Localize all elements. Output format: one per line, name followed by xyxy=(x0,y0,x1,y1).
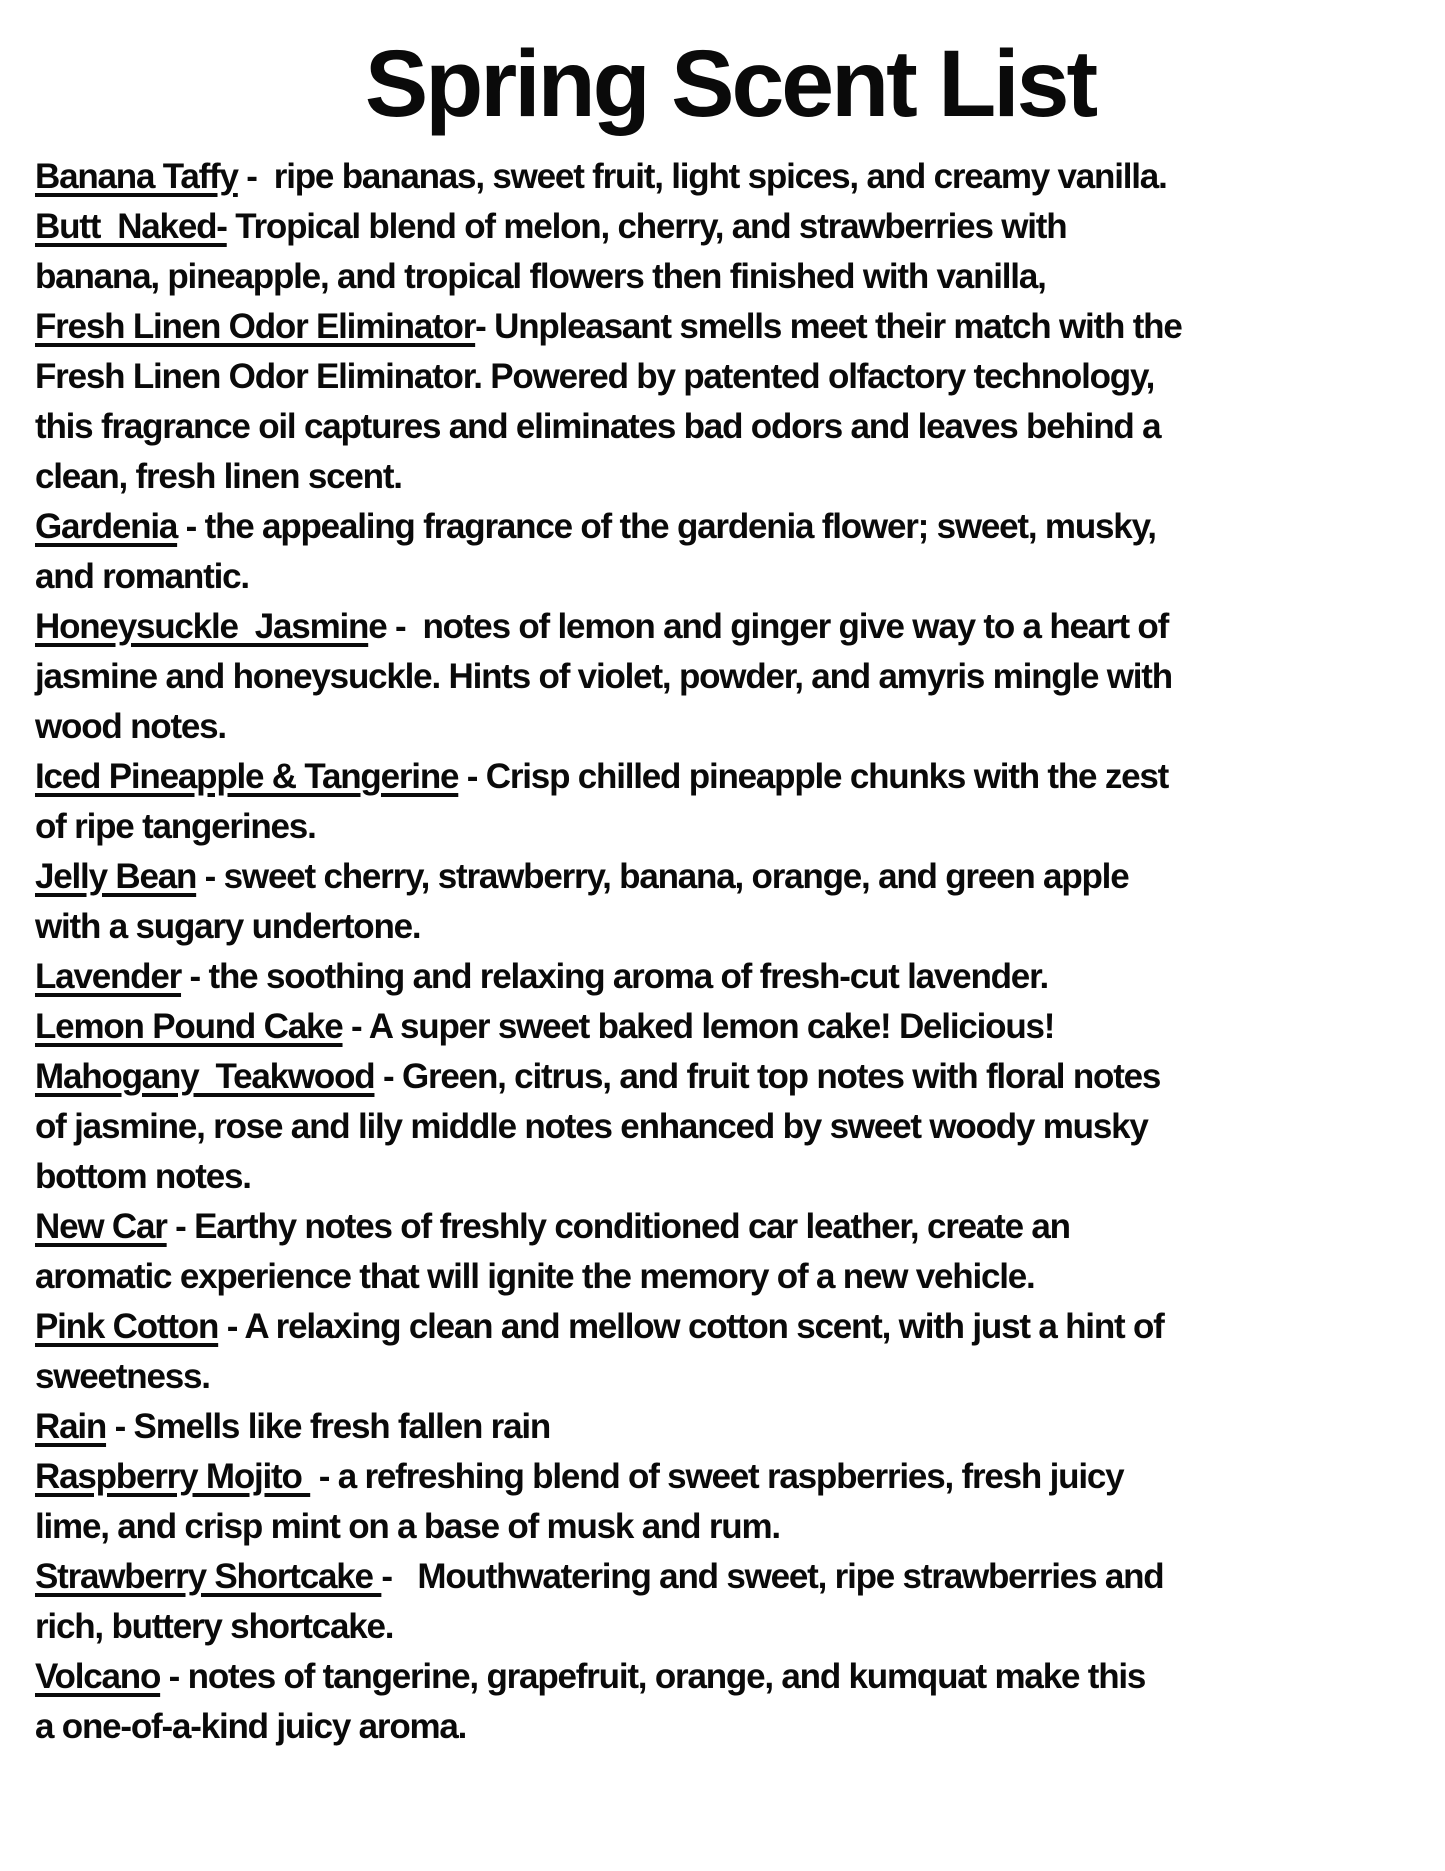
scent-line xyxy=(35,1202,1425,1252)
scent-description: with a sugary undertone. xyxy=(35,907,421,946)
scent-description: Tropical blend of melon, cherry, and strawberries with xyxy=(226,207,1067,246)
scent-name: Fresh Linen Odor Eliminator xyxy=(35,307,476,346)
scent-name: Lavender xyxy=(35,957,182,996)
scent-line xyxy=(35,152,1425,202)
scent-name: Jelly Bean xyxy=(35,857,197,896)
scent-name: Honeysuckle Jasmin xyxy=(35,607,369,646)
scent-description: - the appealing fragrance of the gardenia flower; sweet, musky, xyxy=(177,507,1156,546)
scent-description: - Green, citrus, and fruit top notes with floral notes xyxy=(374,1057,1161,1096)
scent-description: this fragrance oil captures and eliminates bad odors and leaves behind a xyxy=(35,407,1161,446)
scent-description: - A super sweet baked lemon cake! Delicious! xyxy=(342,1007,1055,1046)
scent-line xyxy=(35,802,1425,852)
scent-description: sweetness. xyxy=(35,1357,210,1396)
scent-description: - sweet cherry, strawberry, banana, orange, and green apple xyxy=(196,857,1129,896)
scent-line xyxy=(35,1052,1425,1102)
scent-name: New Car xyxy=(35,1207,167,1246)
scent-description: - Unpleasant smells meet their match with the xyxy=(475,307,1182,346)
scent-name: Iced Pineapple & Tangerine xyxy=(35,757,459,796)
scent-line xyxy=(35,1552,1425,1602)
scent-line xyxy=(35,1652,1425,1702)
scent-name: Rain xyxy=(35,1407,107,1446)
scent-description: - Mouthwatering and sweet, ripe strawberries and xyxy=(381,1557,1164,1596)
scent-line xyxy=(35,602,1425,652)
scent-description: of ripe tangerines. xyxy=(35,807,316,846)
scent-line xyxy=(35,1302,1425,1352)
scent-line xyxy=(35,1252,1425,1302)
scent-description: - a refreshing blend of sweet raspberries, fresh juicy xyxy=(310,1457,1124,1496)
scent-description: wood notes. xyxy=(35,707,226,746)
scent-description: rich, buttery shortcake. xyxy=(35,1607,394,1646)
scent-line xyxy=(35,1002,1425,1052)
scent-name: Lemon Pound Cake xyxy=(35,1007,343,1046)
scent-line xyxy=(35,502,1425,552)
scent-name: Banana Taffy xyxy=(35,157,238,196)
scent-description: a one-of-a-kind juicy aroma. xyxy=(35,1707,467,1746)
scent-description: aromatic experience that will ignite the memory of a new vehicle. xyxy=(35,1257,1035,1296)
scent-name: Raspberry Mojito xyxy=(35,1457,311,1496)
scent-name: Volcano xyxy=(35,1657,161,1696)
scent-description: jasmine and honeysuckle. Hints of violet, powder, and amyris mingle with xyxy=(35,657,1172,696)
scent-line xyxy=(35,652,1425,702)
scent-name: Mahogany Teakwood xyxy=(35,1057,375,1096)
scent-line xyxy=(35,1352,1425,1402)
scent-line xyxy=(35,1102,1425,1152)
scent-line xyxy=(35,202,1425,252)
scent-description: and romantic. xyxy=(35,557,249,596)
scent-line xyxy=(35,452,1425,502)
scent-name: Strawberry Shortcake xyxy=(35,1557,382,1596)
scent-description: - ripe bananas, sweet fruit, light spices, and creamy vanilla. xyxy=(237,157,1167,196)
scent-description: banana, pineapple, and tropical flowers then finished with vanilla, xyxy=(35,257,1046,296)
scent-line xyxy=(35,252,1425,302)
scent-line xyxy=(35,402,1425,452)
scent-description: clean, fresh linen scent. xyxy=(35,457,402,496)
scent-description: lime, and crisp mint on a base of musk and rum. xyxy=(35,1507,780,1546)
scent-description: bottom notes. xyxy=(35,1157,251,1196)
scent-line xyxy=(35,752,1425,802)
scent-line xyxy=(35,1702,1425,1752)
scent-description: of jasmine, rose and lily middle notes enhanced by sweet woody musky xyxy=(35,1107,1148,1146)
page-title: Spring Scent List xyxy=(364,31,1096,137)
scent-list xyxy=(35,152,1425,1752)
scent-line xyxy=(35,1402,1425,1452)
scent-description: - Smells like fresh fallen rain xyxy=(106,1407,551,1446)
scent-name: Gardenia xyxy=(35,507,178,546)
scent-name: Butt Naked- xyxy=(35,207,227,246)
scent-description: - notes of tangerine, grapefruit, orange, and kumquat make this xyxy=(160,1657,1146,1696)
scent-description: - A relaxing clean and mellow cotton scent, with just a hint of xyxy=(218,1307,1164,1346)
scent-name: Pink Cotton xyxy=(35,1307,219,1346)
scent-line xyxy=(35,302,1425,352)
scent-line xyxy=(35,952,1425,1002)
scent-line xyxy=(35,702,1425,752)
scent-line xyxy=(35,852,1425,902)
scent-description: - Earthy notes of freshly conditioned car leather, create an xyxy=(166,1207,1070,1246)
scent-line xyxy=(35,552,1425,602)
scent-line xyxy=(35,1602,1425,1652)
scent-line xyxy=(35,1152,1425,1202)
scent-line xyxy=(35,352,1425,402)
scent-description: - Crisp chilled pineapple chunks with the zest xyxy=(458,757,1169,796)
scent-line xyxy=(35,902,1425,952)
scent-description: Fresh Linen Odor Eliminator. Powered by patented olfactory technology, xyxy=(35,357,1155,396)
scent-description: - the soothing and relaxing aroma of fresh-cut lavender. xyxy=(181,957,1049,996)
scent-description: e - notes of lemon and ginger give way to a heart of xyxy=(368,607,1169,646)
scent-line xyxy=(35,1502,1425,1552)
scent-line xyxy=(35,1452,1425,1502)
